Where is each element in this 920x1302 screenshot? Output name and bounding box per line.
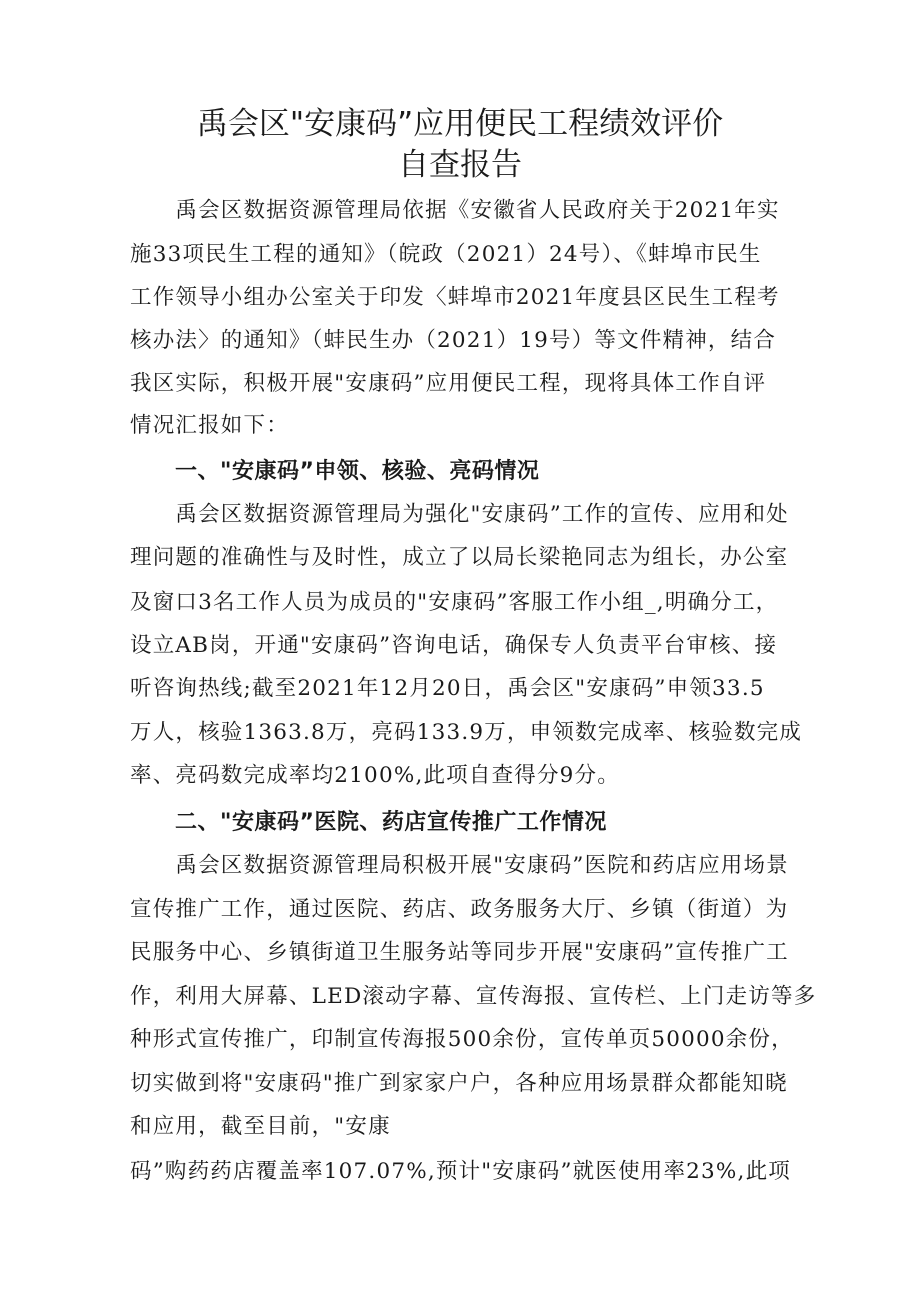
report-title-line-1: 禹会区"安康码”应用便民工程绩效评价 [196, 106, 724, 142]
section-2-heading: 二、"安康码”医院、药店宣传推广工作情况 [175, 810, 607, 835]
section-2-line: 民服务中心、乡镇街道卫生服务站等同步开展"安康码”宣传推广工 [130, 940, 789, 965]
section-1-line: 听咨询热线;截至2021年12月20日，禹会区"安康码”申领33.5 [130, 676, 765, 701]
intro-line: 核办法〉的通知》（蚌民生办（2021）19号）等文件精神，结合 [130, 328, 777, 353]
section-1-line: 设立AB岗，开通"安康码”咨询电话，确保专人负责平台审核、接 [130, 633, 778, 658]
intro-line: 禹会区数据资源管理局依据《安徽省人民政府关于2021年实 [130, 198, 780, 223]
intro-line: 工作领导小组办公室关于印发〈蚌埠市2021年度县区民生工程考 [130, 285, 780, 310]
section-2-line: 种形式宣传推广，印制宣传海报500余份，宣传单页50000余份， [130, 1027, 794, 1052]
section-1-line: 率、亮码数完成率均2100%,此项自查得分9分。 [130, 763, 620, 788]
section-1-line: 禹会区数据资源管理局为强化"安康码”工作的宣传、应用和处 [130, 502, 789, 527]
section-2-line: 作，利用大屏幕、LED滚动字幕、宣传海报、宣传栏、上门走访等多 [130, 984, 817, 1009]
section-2-line: 切实做到将"安康码"推广到家家户户，各种应用场景群众都能知晓 [130, 1071, 788, 1096]
section-2-line: 码”购药药店覆盖率107.07%,预计"安康码”就医使用率23%,此项 [130, 1159, 791, 1184]
section-2-line: 禹会区数据资源管理局积极开展"安康码”医院和药店应用场景 [130, 853, 789, 878]
section-1-line: 及窗口3名工作人员为成员的"安康码”客服工作小组_,明确分工， [130, 590, 779, 615]
section-1-line: 万人，核验1363.8万，亮码133.9万，申领数完成率、核验数完成 [130, 720, 803, 745]
intro-line: 施33项民生工程的通知》（皖政（2021）24号）、《蚌埠市民生 [130, 242, 762, 267]
section-1-line: 理问题的准确性与及时性，成立了以局长梁艳同志为组长，办公室 [130, 545, 789, 570]
report-title-line-2: 自查报告 [398, 147, 522, 183]
section-1-heading: 一、"安康码”申领、核验、亮码情况 [175, 459, 540, 484]
intro-line: 情况汇报如下： [130, 413, 289, 438]
section-2-line: 和应用，截至目前，"安康 [130, 1114, 391, 1139]
section-2-line: 宣传推广工作，通过医院、药店、政务服务大厅、乡镇（街道）为 [130, 897, 789, 922]
intro-line: 我区实际，积极开展"安康码”应用便民工程，现将具体工作自评 [130, 371, 767, 396]
